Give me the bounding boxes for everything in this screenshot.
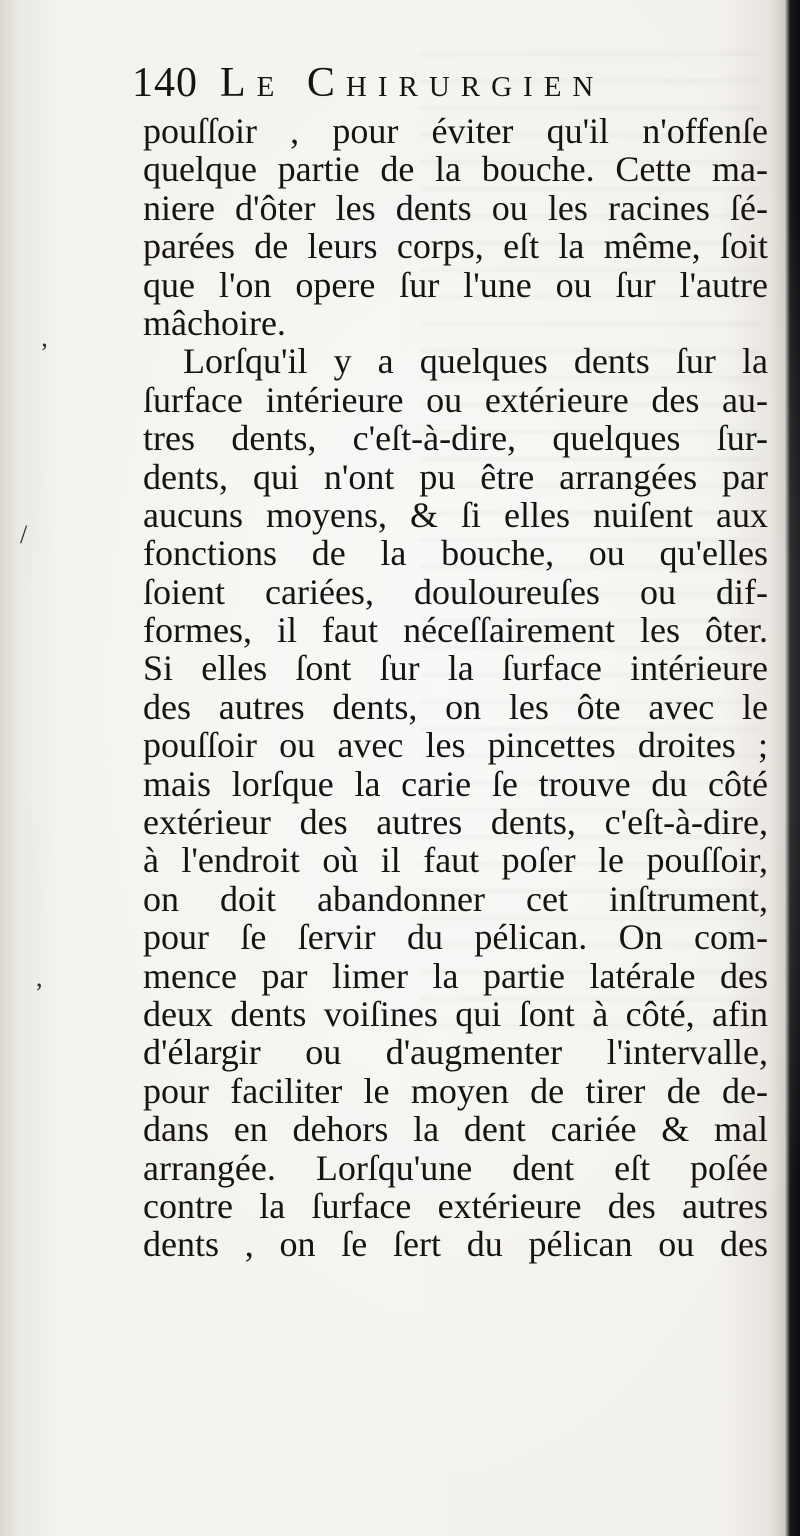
text-line: ſoient cariées, douloureuſes ou dif- (143, 571, 768, 612)
text-line: aucuns moyens, & ſi elles nuiſent aux (143, 494, 768, 535)
text-line: ſurface intérieure ou extérieure des au- (143, 379, 768, 420)
text-line: contre la ſurface extérieure des autres (143, 1185, 768, 1226)
text-line: dans en dehors la dent cariée & mal (143, 1109, 768, 1150)
running-head (132, 58, 732, 108)
text-line: mais lorſque la carie ſe trouve du côté (143, 763, 768, 804)
body-text (143, 112, 768, 1264)
text-line: parées de leurs corps, eſt la même, ſoit (143, 226, 768, 267)
text-line: à l'endroit où il faut poſer le pouſſoir, (143, 840, 768, 881)
margin-mark: , (36, 963, 43, 992)
text-line: pour faciliter le moyen de tirer de de- (143, 1070, 768, 1111)
page-number: 140 (132, 60, 198, 106)
text-line: pour ſe ſervir du pélican. On com- (143, 917, 768, 958)
text-line: pouſſoir ou avec les pincettes droites ; (143, 725, 768, 766)
text-line: extérieur des autres dents, c'eſt-à-dire, (143, 802, 768, 843)
text-line: tres dents, c'eſt-à-dire, quelques ſur- (143, 418, 768, 459)
text-line: deux dents voiſines qui ſont à côté, afin (143, 993, 768, 1034)
margin-mark: / (20, 520, 28, 549)
text-line: pouſſoir , pour éviter qu'il n'offenſe (143, 111, 768, 151)
text-line: quelque partie de la bouche. Cette ma- (143, 149, 768, 190)
text-line: mâchoire. (143, 302, 286, 343)
text-line: formes, il faut néceſſairement les ôter. (143, 610, 768, 651)
text-line: Si elles ſont ſur la ſurface intérieure (143, 648, 768, 689)
text-line: que l'on opere ſur l'une ou ſur l'autre (143, 264, 768, 305)
text-line: dents , on ſe ſert du pélican ou des (143, 1224, 768, 1265)
text-line: fonctions de la bouche, ou qu'elles (143, 533, 768, 574)
text-line: dents, qui n'ont pu être arrangées par (143, 456, 768, 497)
margin-mark: ’ (40, 338, 49, 367)
text-line: Lorſqu'il y a quelques dents ſur la (183, 341, 768, 382)
text-line: des autres dents, on les ôte avec le (143, 686, 768, 727)
text-line: d'élargir ou d'augmenter l'intervalle, (143, 1032, 768, 1073)
running-title: Le Chirurgien (220, 60, 605, 106)
text-line: on doit abandonner cet inſtrument, (143, 878, 768, 919)
text-line: arrangée. Lorſqu'une dent eſt poſée (143, 1147, 768, 1188)
text-line: niere d'ôter les dents ou les racines ſé- (143, 187, 768, 228)
text-line: mence par limer la partie latérale des (143, 955, 768, 996)
